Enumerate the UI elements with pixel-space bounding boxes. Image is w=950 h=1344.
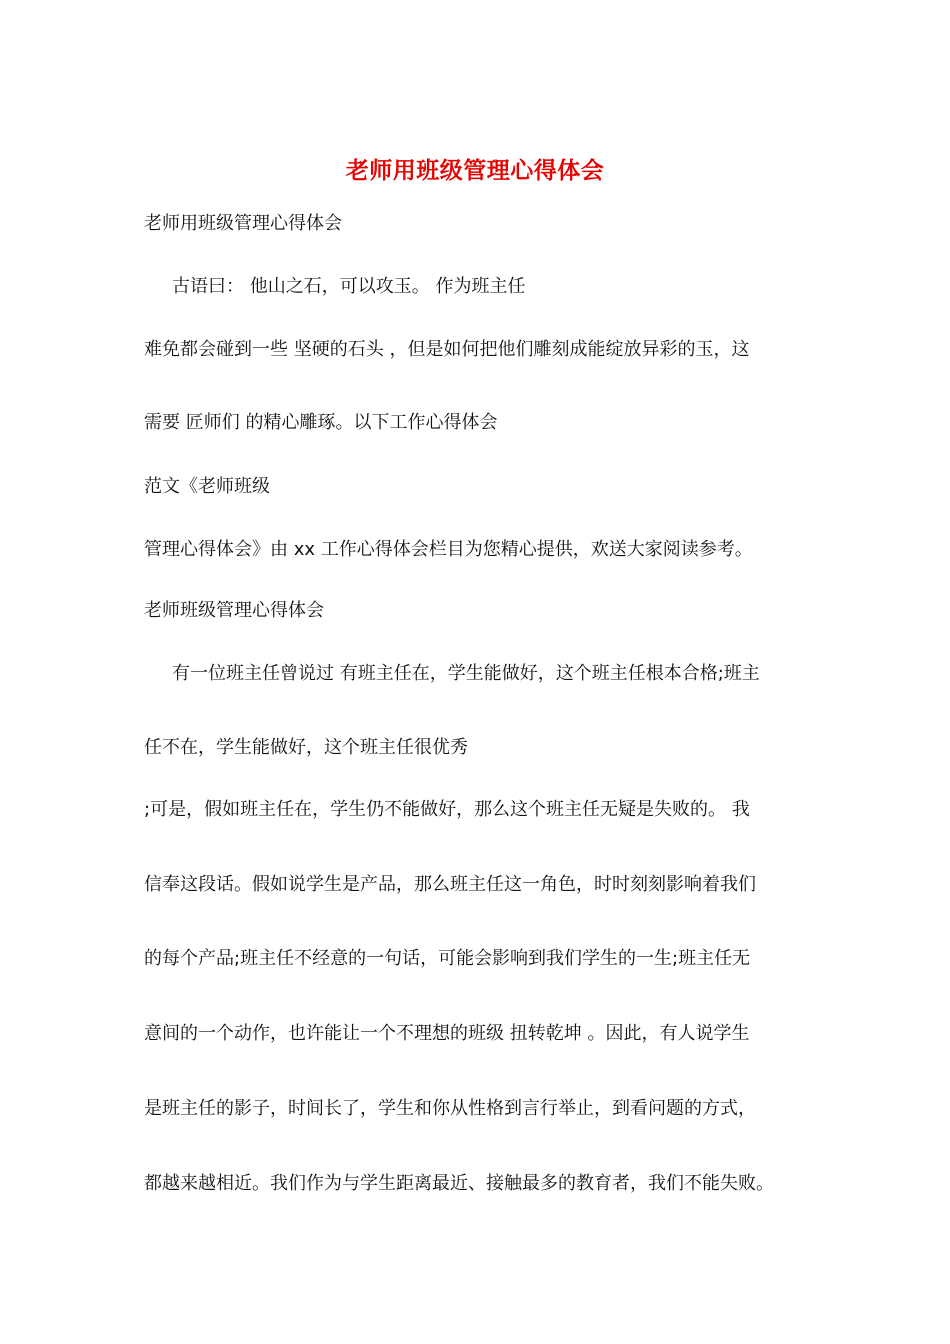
paragraph-line: 需要 匠师们 的精心雕琢。以下工作心得体会 bbox=[144, 412, 498, 433]
section-heading: 老师班级管理心得体会 bbox=[144, 600, 324, 621]
document-title: 老师用班级管理心得体会 bbox=[345, 157, 605, 184]
paragraph-line: 信奉这段话。假如说学生是产品，那么班主任这一角色，时时刻刻影响着我们 bbox=[144, 874, 756, 895]
paragraph-line: 任不在，学生能做好，这个班主任很优秀 bbox=[144, 737, 468, 758]
paragraph-line: 的每个产品;班主任不经意的一句话，可能会影响到我们学生的一生;班主任无 bbox=[144, 948, 751, 969]
paragraph-line: 难免都会碰到一些 坚硬的石头 ，但是如何把他们雕刻成能绽放异彩的玉，这 bbox=[144, 339, 750, 360]
paragraph-line: 管理心得体会》由 xx 工作心得体会栏目为您精心提供，欢送大家阅读参考。 bbox=[144, 539, 753, 560]
paragraph-line: 都越来越相近。我们作为与学生距离最近、接触最多的教育者，我们不能失败。 bbox=[144, 1173, 774, 1194]
paragraph-line: 范文《老师班级 bbox=[144, 476, 270, 497]
paragraph-line: ;可是，假如班主任在，学生仍不能做好，那么这个班主任无疑是失败的。 我 bbox=[144, 799, 750, 820]
paragraph-line: 有一位班主任曾说过 有班主任在，学生能做好，这个班主任根本合格;班主 bbox=[172, 663, 760, 684]
subtitle-line: 老师用班级管理心得体会 bbox=[144, 213, 342, 234]
paragraph-line: 是班主任的影子，时间长了，学生和你从性格到言行举止，到看问题的方式， bbox=[144, 1098, 756, 1119]
paragraph-line: 古语曰： 他山之石，可以攻玉。 作为班主任 bbox=[172, 276, 526, 297]
paragraph-line: 意间的一个动作，也许能让一个不理想的班级 扭转乾坤 。因此，有人说学生 bbox=[144, 1023, 750, 1044]
